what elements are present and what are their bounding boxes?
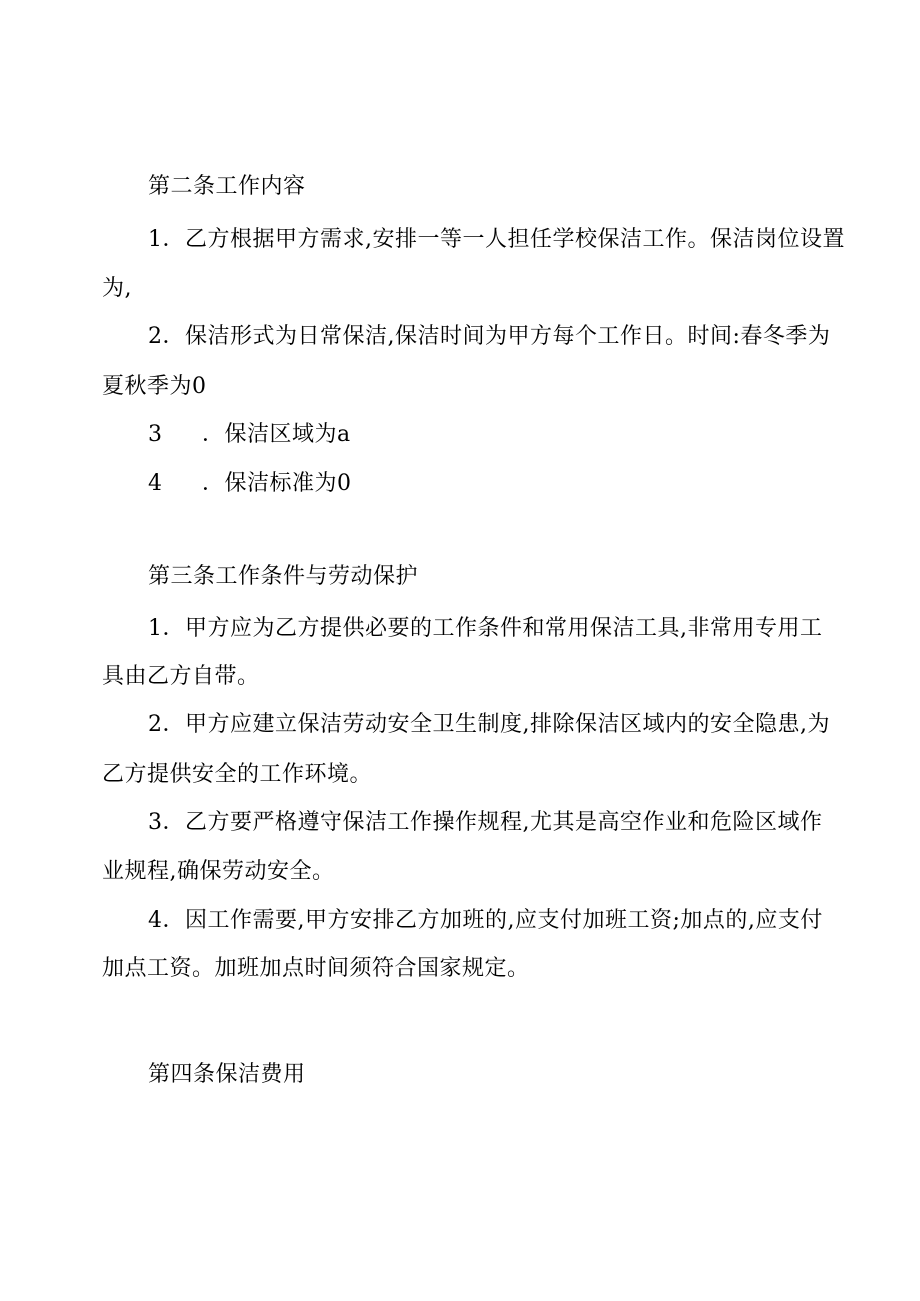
article3-heading: 第三条工作条件与劳动保护 [148, 564, 419, 589]
article2-item4-text: ．保洁标准为0 [202, 471, 352, 496]
article3-item4-line1: 4．因工作需要,甲方安排乙方加班的,应支付加班工资;加点的,应支付 [148, 908, 823, 933]
article2-item2-line2: 夏秋季为0 [102, 374, 207, 399]
article2-item1-line1: 1．乙方根据甲方需求,安排一等一人担任学校保洁工作。保洁岗位设置 [148, 227, 845, 252]
article3-item3-line1: 3．乙方要严格遵守保洁工作操作规程,尤其是高空作业和危险区域作 [148, 810, 823, 835]
article2-item4-number: 4 [148, 471, 162, 496]
article3-item2-line2: 乙方提供安全的工作环境。 [102, 762, 373, 787]
article2-item3-text: ．保洁区域为a [202, 422, 351, 447]
article3-item2-line1: 2．甲方应建立保洁劳动安全卫生制度,排除保洁区域内的安全隐患,为 [148, 712, 830, 737]
article3-item1-line2: 具由乙方自带。 [102, 664, 260, 689]
article3-item4-line2: 加点工资。加班加点时间须符合国家规定。 [102, 956, 530, 981]
article2-item3-number: 3 [148, 422, 162, 447]
article4-heading: 第四条保洁费用 [148, 1062, 306, 1087]
article2-item2-line1: 2．保洁形式为日常保洁,保洁时间为甲方每个工作日。时间:春冬季为 [148, 324, 831, 349]
article3-item1-line1: 1．甲方应为乙方提供必要的工作条件和常用保洁工具,非常用专用工 [148, 616, 823, 641]
article2-heading: 第二条工作内容 [148, 174, 306, 199]
article2-item1-line2: 为, [102, 276, 132, 301]
article3-item3-line2: 业规程,确保劳动安全。 [102, 859, 335, 884]
